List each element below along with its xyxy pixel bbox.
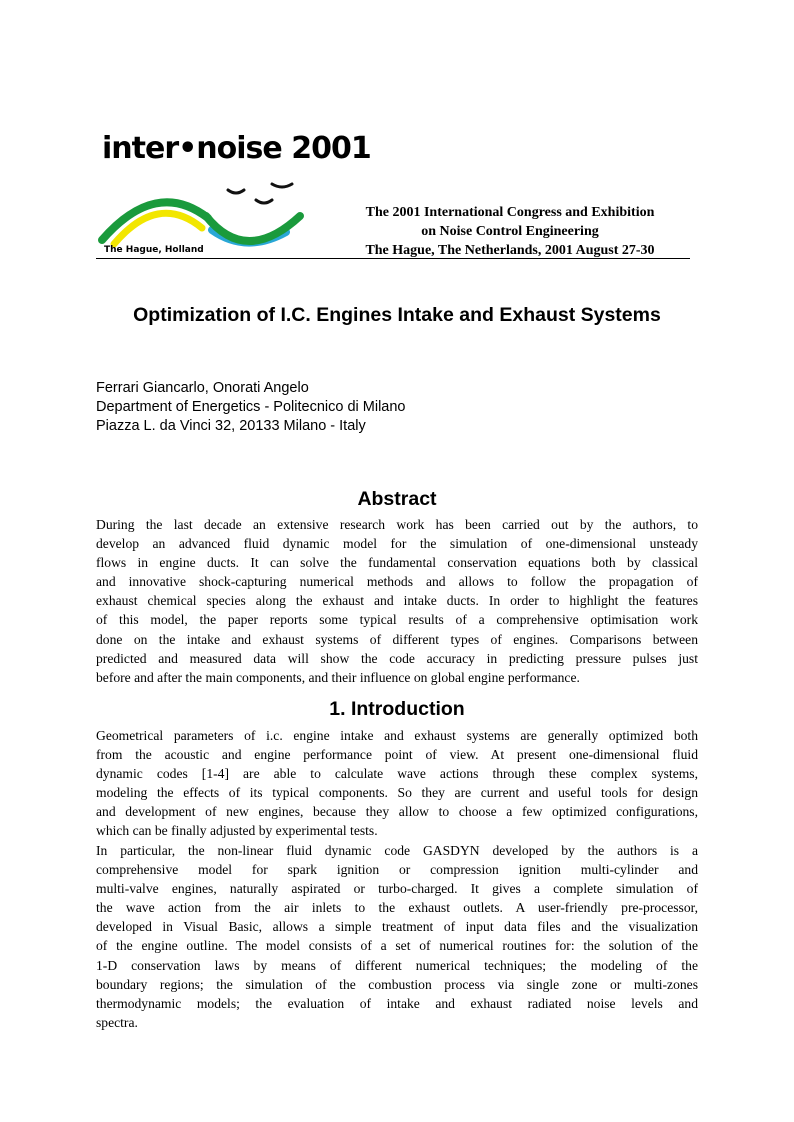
paper-title: Optimization of I.C. Engines Intake and Exhaust Systems [133, 304, 661, 326]
text-line: spectra. [96, 1014, 138, 1030]
text-line: before and after the main components, and their influence on global engine performance. [96, 669, 580, 685]
introduction-paragraph [96, 841, 698, 1032]
conference-info [332, 203, 688, 260]
author-names: Ferrari Giancarlo, Onorati Angelo [96, 380, 309, 396]
text-line: multi-valve engines, naturally aspirated or turbo-charged. It gives a complete simulation of [96, 881, 698, 897]
text-line: During the last decade an extensive research work has been carried out by the authors, to [96, 517, 698, 532]
conference-line: The 2001 International Congress and Exhibition [365, 205, 655, 220]
text-line: comprehensive model for spark ignition or compression ignition multi-cylinder and [96, 862, 698, 878]
text-line: modeling the effects of its typical components. So they are current and useful tools for design [96, 785, 698, 801]
text-line: and development of new engines, because they allow to choose a few optimized configurations, [96, 804, 698, 820]
abstract-heading: Abstract [357, 488, 437, 510]
text-line: from the acoustic and engine performance point of view. At present one-dimensional fluid [96, 747, 698, 763]
introduction-paragraph [96, 726, 698, 841]
text-line: which can be finally adjusted by experimental tests. [96, 823, 378, 839]
text-line: the wave action from the air inlets to the exhaust outlets. A user-friendly pre-processor, [96, 900, 698, 916]
text-line: of the engine outline. The model consists of a set of numerical routines for: the solution of the [96, 938, 698, 954]
text-line: flows in engine ducts. It can solve the fundamental conservation equations both by classical [96, 555, 698, 571]
text-line: of this model, the paper reports some typical results of a comprehensive optimisation work [96, 612, 698, 628]
text-line: and innovative shock-capturing numerical methods and allows to follow the propagation of [96, 574, 698, 590]
author-address: Piazza L. da Vinci 32, 20133 Milano - Italy [96, 418, 366, 434]
introduction-heading: 1. Introduction [329, 698, 465, 720]
abstract-paragraph [96, 515, 698, 687]
text-line: developed in Visual Basic, allows a simple treatment of input data files and the visualization [96, 919, 698, 935]
logo-title: inter•noise 2001 [102, 131, 371, 166]
conference-logo [96, 131, 371, 262]
text-line: thermodynamic models; the evaluation of intake and exhaust radiated noise levels and [96, 995, 698, 1011]
author-block [96, 379, 405, 436]
text-line: exhaust chemical species along the exhaust and intake ducts. In order to highlight the features [96, 593, 698, 609]
text-line: predicted and measured data will show the code accuracy in predicting pressure pulses just [96, 650, 698, 666]
logo-dark-stroke [272, 184, 292, 187]
logo-dark-stroke [256, 200, 272, 203]
text-line: dynamic codes [1-4] are able to calculate wave actions through these complex systems, [96, 766, 698, 782]
text-line: boundary regions; the simulation of the combustion process via single zone or multi-zones [96, 976, 698, 992]
text-line: develop an advanced fluid dynamic model for the simulation of one-dimensional unsteady [96, 536, 698, 552]
text-line: 1-D conservation laws by means of different numerical techniques; the modeling of the [96, 957, 698, 973]
header-divider [96, 258, 690, 259]
text-line: done on the intake and exhaust systems of different types of engines. Comparisons between [96, 631, 698, 647]
author-affiliation: Department of Energetics - Politecnico di Milano [96, 399, 406, 415]
text-line: Geometrical parameters of i.c. engine intake and exhaust systems are generally optimized both [96, 728, 698, 743]
conference-line: on Noise Control Engineering [421, 224, 599, 239]
conference-line: The Hague, The Netherlands, 2001 August 27-30 [365, 243, 655, 258]
logo-waves-graphic [96, 170, 336, 250]
text-line: In particular, the non-linear fluid dynamic code GASDYN developed by the authors is a [96, 843, 698, 858]
logo-location: The Hague, Holland [104, 245, 204, 255]
logo-dark-stroke [228, 190, 244, 193]
